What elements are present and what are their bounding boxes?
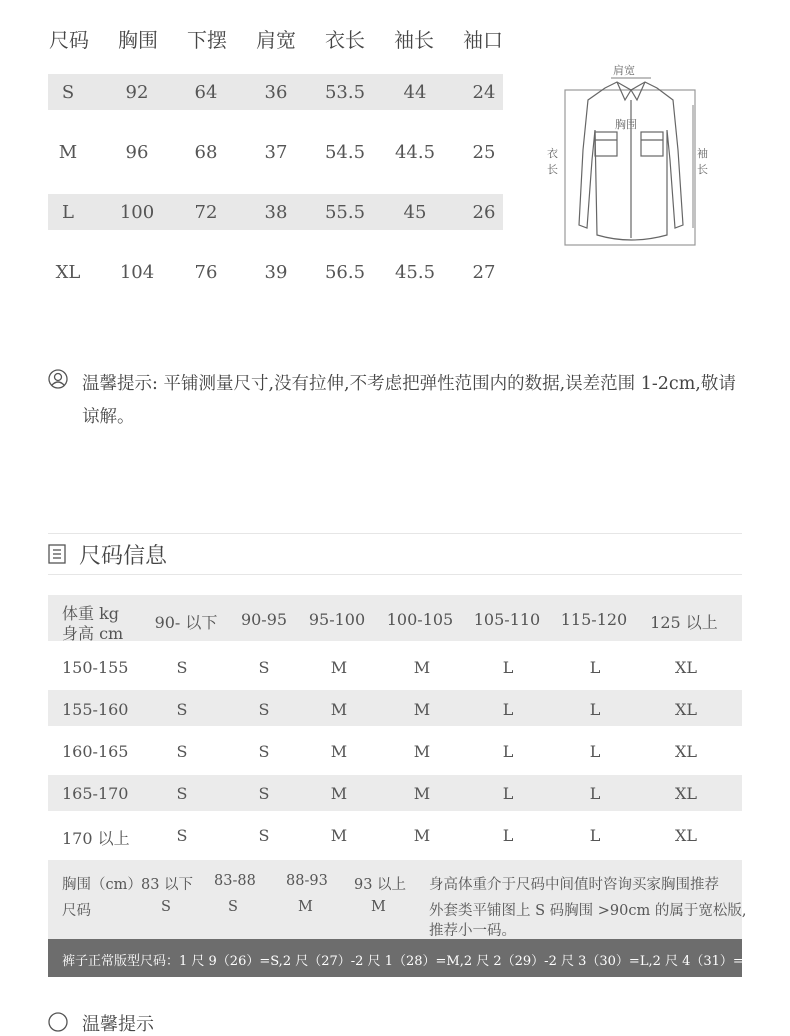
cell: XL	[674, 826, 697, 845]
user-icon	[48, 1012, 68, 1032]
cell: M	[413, 700, 431, 719]
footer-notice-label: 温馨提示	[82, 1014, 154, 1035]
weight-col: 100-105	[386, 610, 454, 629]
cell: M	[330, 826, 348, 845]
cell: S	[258, 784, 270, 803]
cell: 53.5	[324, 82, 366, 103]
cell: S	[176, 826, 188, 845]
pants-size-note: 裤子正常版型尺码：1 尺 9（26）=S,2 尺（27）-2 尺 1（28）=M,2 尺 2（29）-2 尺 3（30）=L,2 尺 4（31）=XL	[62, 954, 762, 969]
cell: M	[330, 784, 348, 803]
cell: S	[176, 658, 188, 677]
cell: M	[413, 784, 431, 803]
user-icon	[48, 369, 68, 389]
cell: 76	[194, 262, 218, 283]
col-header-size: 尺码	[49, 28, 89, 52]
col-header-sleeve: 袖长	[394, 28, 434, 52]
cell: L	[502, 784, 514, 803]
corner-weight: 体重 kg	[62, 604, 120, 623]
cell: 25	[472, 142, 496, 163]
col-header-chest: 胸围	[118, 28, 158, 52]
cell: XL	[55, 262, 81, 283]
cell: M	[330, 742, 348, 761]
label-length: 衣长	[547, 147, 558, 176]
cell: XL	[674, 700, 697, 719]
height-label: 155-160	[62, 700, 129, 719]
cell: M	[413, 826, 431, 845]
section-title: 尺码信息	[79, 544, 168, 569]
chest-size: S	[161, 899, 171, 915]
cell: 68	[194, 142, 218, 163]
cell: 72	[194, 202, 218, 223]
chest-range: 83 以下	[141, 877, 194, 893]
chest-note: 身高体重介于尺码中间值时咨询买家胸围推荐	[429, 877, 719, 893]
shirt-measurement-diagram	[545, 60, 725, 250]
col-header-length: 衣长	[325, 28, 365, 52]
cell: S	[176, 784, 188, 803]
cell: 36	[264, 82, 288, 103]
cell: M	[330, 658, 348, 677]
cell: S	[258, 826, 270, 845]
cell: S	[258, 742, 270, 761]
cell: M	[330, 700, 348, 719]
cell: L	[589, 784, 601, 803]
weight-col: 125 以上	[650, 613, 718, 632]
height-label: 160-165	[62, 742, 129, 761]
cell: 26	[472, 202, 496, 223]
chest-note: 推荐小一码。	[429, 923, 516, 939]
cell: L	[62, 202, 74, 223]
cell: 104	[119, 262, 155, 283]
cell: 38	[264, 202, 288, 223]
notice-text	[82, 368, 752, 434]
height-label: 170 以上	[62, 829, 130, 848]
cell: 55.5	[324, 202, 366, 223]
cell: XL	[674, 742, 697, 761]
cell: 44.5	[394, 142, 436, 163]
cell: 45.5	[394, 262, 436, 283]
notice-body: 平铺测量尺寸,没有拉伸,不考虑把弹性范围内的数据,误差范围 1-2cm,敬请谅解。	[82, 374, 736, 427]
cell: 44	[403, 82, 427, 103]
cell: 100	[119, 202, 155, 223]
document-icon	[48, 544, 66, 564]
cell: S	[176, 700, 188, 719]
cell: 27	[472, 262, 496, 283]
cell: L	[589, 826, 601, 845]
cell: M	[413, 742, 431, 761]
cell: XL	[674, 784, 697, 803]
chest-range: 83-88	[214, 873, 256, 889]
cell: L	[589, 742, 601, 761]
cell: 54.5	[324, 142, 366, 163]
cell: M	[58, 142, 78, 163]
size-label: 尺码	[62, 903, 91, 919]
col-header-shoulder: 肩宽	[256, 28, 296, 52]
col-header-hem: 下摆	[187, 28, 227, 52]
cell: 39	[264, 262, 288, 283]
weight-col: 90- 以下	[154, 613, 218, 632]
chest-size: S	[228, 899, 238, 915]
cell: M	[413, 658, 431, 677]
cell: L	[502, 700, 514, 719]
height-label: 150-155	[62, 658, 129, 677]
cell: 45	[403, 202, 427, 223]
weight-col: 115-120	[560, 610, 628, 629]
chest-range: 88-93	[286, 873, 328, 889]
label-chest: 胸围	[615, 118, 637, 131]
cell: L	[589, 658, 601, 677]
label-shoulder: 肩宽	[613, 64, 635, 77]
cell: S	[176, 742, 188, 761]
cell: 64	[194, 82, 218, 103]
cell: L	[502, 742, 514, 761]
notice-label: 温馨提示:	[82, 374, 158, 394]
cell: 96	[125, 142, 149, 163]
col-header-cuff: 袖口	[463, 28, 503, 52]
weight-col: 105-110	[473, 610, 541, 629]
weight-col: 95-100	[308, 610, 366, 629]
divider	[48, 574, 742, 575]
label-sleeve: 袖长	[697, 147, 708, 176]
corner-height: 身高 cm	[62, 624, 124, 643]
cell: S	[258, 700, 270, 719]
cell: 56.5	[324, 262, 366, 283]
cell: L	[502, 658, 514, 677]
cell: 92	[125, 82, 149, 103]
chest-size: M	[298, 899, 313, 915]
chest-label: 胸围（cm）	[62, 877, 142, 893]
cell: L	[589, 700, 601, 719]
cell: S	[61, 82, 75, 103]
cell: L	[502, 826, 514, 845]
chest-note: 外套类平铺图上 S 码胸围 >90cm 的属于宽松版,	[429, 903, 747, 919]
cell: 37	[264, 142, 288, 163]
weight-col: 90-95	[240, 610, 288, 629]
divider	[48, 533, 742, 534]
chest-size: M	[371, 899, 386, 915]
height-label: 165-170	[62, 784, 129, 803]
cell: XL	[674, 658, 697, 677]
chest-range: 93 以上	[354, 877, 407, 893]
cell: S	[258, 658, 270, 677]
cell: 24	[472, 82, 496, 103]
